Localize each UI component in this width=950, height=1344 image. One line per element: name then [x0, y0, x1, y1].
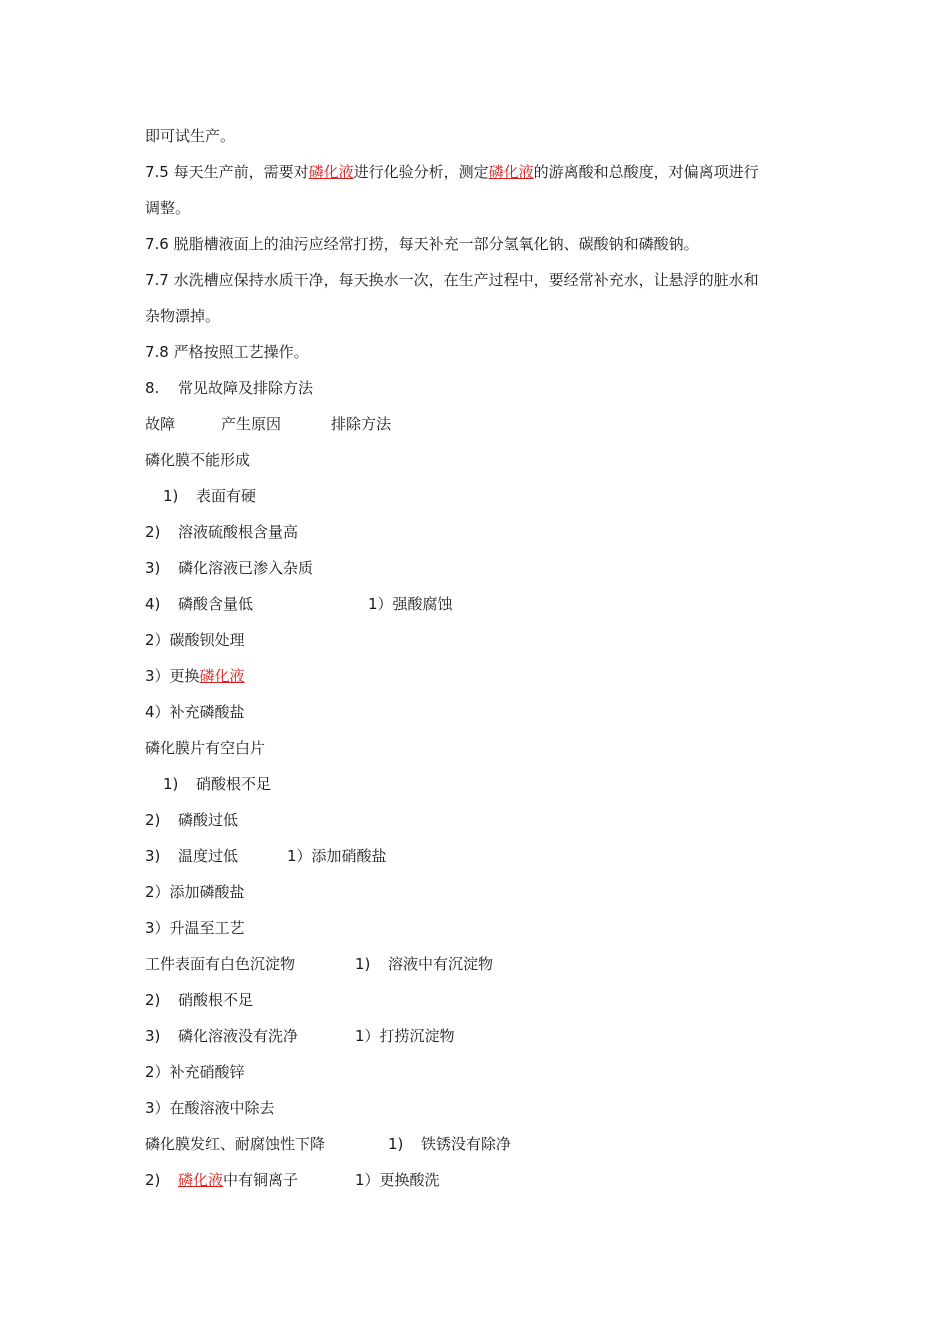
text-line: 调整。 — [145, 199, 191, 217]
cause-item: 2) 溶液硫酸根含量高 — [145, 523, 299, 541]
section-7-7: 7.7 水洗槽应保持水质干净，每天换水一次，在生产过程中，要经常补充水，让悬浮的脏水和 — [145, 271, 759, 289]
fault-item: 磷化膜片有空白片 — [145, 739, 266, 757]
section-7-6: 7.6 脱脂槽液面上的油污应经常打捞，每天补充一部分氢氧化钠、碳酸钠和磷酸钠。 — [145, 235, 699, 253]
phosphating-liquid-link[interactable]: 磷化液 — [199, 667, 245, 685]
cause-item: 2) 硝酸根不足 — [145, 991, 254, 1009]
remedy-item: 3）升温至工艺 — [145, 919, 245, 937]
cause-item: 1) 硝酸根不足 — [163, 775, 272, 793]
phosphating-liquid-link[interactable]: 磷化液 — [488, 163, 534, 181]
remedy-item: 4）补充磷酸盐 — [145, 703, 245, 721]
fault-item: 磷化膜发红、耐腐蚀性下降 1) 铁锈没有除净 — [145, 1135, 512, 1153]
cause-item: 3) 磷化溶液已渗入杂质 — [145, 559, 314, 577]
text-line: 即可试生产。 — [145, 127, 236, 145]
remedy-item: 1）更换酸洗 — [355, 1171, 440, 1189]
fault-item: 磷化膜不能形成 — [145, 451, 251, 469]
section-8-heading: 8. 常见故障及排除方法 — [145, 379, 314, 397]
remedy-item: 2）添加磷酸盐 — [145, 883, 245, 901]
cause-item: 1) 表面有硬 — [163, 487, 257, 505]
remedy-item: 3）在酸溶液中除去 — [145, 1099, 275, 1117]
remedy-item: 1）添加硝酸盐 — [287, 847, 387, 865]
section-7-5: 7.5 每天生产前，需要对磷化液进行化验分析，测定磷化液的游离酸和总酸度，对偏离项进行 — [145, 163, 759, 181]
cause-item: 3) 磷化溶液没有洗净 1）打捞沉淀物 — [145, 1027, 455, 1045]
remedy-item: 1）强酸腐蚀 — [368, 595, 453, 613]
cause-item: 3) 温度过低 1）添加硝酸盐 — [145, 847, 387, 865]
cause-item: 4) 磷酸含量低 1）强酸腐蚀 — [145, 595, 453, 613]
table-header: 故障 产生原因 排除方法 — [145, 415, 392, 433]
phosphating-liquid-link[interactable]: 磷化液 — [308, 163, 354, 181]
remedy-item: 3）更换磷化液 — [145, 667, 245, 685]
section-7-8: 7.8 严格按照工艺操作。 — [145, 343, 309, 361]
remedy-item: 2）碳酸钡处理 — [145, 631, 245, 649]
phosphating-liquid-link[interactable]: 磷化液 — [178, 1171, 224, 1189]
cause-item: 1) 铁锈没有除净 — [388, 1135, 512, 1153]
cause-item: 1) 溶液中有沉淀物 — [355, 955, 494, 973]
remedy-item: 1）打捞沉淀物 — [355, 1027, 455, 1045]
text-line: 杂物漂掉。 — [145, 307, 221, 325]
fault-item: 工件表面有白色沉淀物 1) 溶液中有沉淀物 — [145, 955, 494, 973]
cause-item: 2) 磷化液中有铜离子 1）更换酸洗 — [145, 1171, 440, 1189]
cause-item: 2) 磷酸过低 — [145, 811, 239, 829]
remedy-item: 2）补充硝酸锌 — [145, 1063, 245, 1081]
